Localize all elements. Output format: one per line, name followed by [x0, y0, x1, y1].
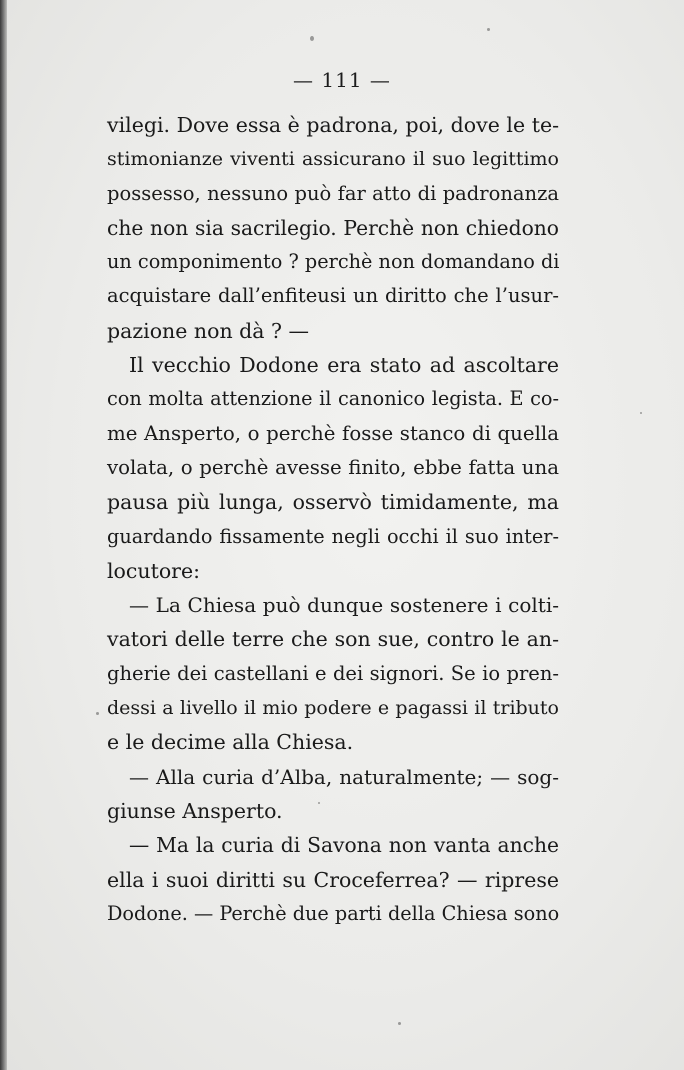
text-line: gherie dei castellani e dei signori. Se io pren-: [107, 661, 559, 685]
text-line: volata, o perchè avesse finito, ebbe fatta una: [107, 455, 559, 479]
text-line: dessi a livello il mio podere e pagassi il tributo: [107, 697, 559, 720]
text-line: vatori delle terre che son sue, contro le an-: [107, 627, 559, 652]
text-line: — Ma la curia di Savona non vanta anche: [129, 833, 559, 858]
text-line: guardando fissamente negli occhi il suo inter-: [107, 524, 559, 548]
paper-speck: [310, 36, 314, 41]
paper-speck: [487, 28, 490, 31]
text-line: Dodone. — Perchè due parti della Chiesa sono: [107, 901, 560, 925]
text-line: — Alla curia d’Alba, naturalmente; — sog-: [129, 764, 559, 789]
paper-speck: [640, 412, 642, 414]
text-line: acquistare dall’enfiteusi un diritto che l’usur-: [107, 284, 559, 308]
text-line: stimonianze viventi assicurano il suo legittimo: [107, 148, 559, 171]
text-line: con molta attenzione il canonico legista. E co-: [107, 387, 559, 411]
page-number: — 111 —: [293, 68, 391, 92]
text-line: vilegi. Dove essa è padrona, poi, dove le te-: [107, 113, 559, 137]
paper-speck: [398, 1022, 401, 1025]
binding-edge: [0, 0, 7, 1070]
paper-speck: [96, 712, 99, 715]
text-line: un componimento ? perchè non domandano di: [107, 250, 560, 274]
text-line: giunse Ansperto.: [107, 798, 283, 823]
text-line: e le decime alla Chiesa.: [107, 730, 354, 755]
paper-speck: [318, 802, 320, 804]
text-line: me Ansperto, o perchè fosse stanco di quella: [107, 421, 559, 445]
text-line: che non sia sacrilegio. Perchè non chiedono: [107, 215, 559, 240]
text-line: pausa più lunga, osservò timidamente, ma: [107, 490, 559, 515]
text-line: possesso, nessuno può far atto di padronanza: [107, 181, 559, 205]
text-line: locutore:: [107, 558, 201, 583]
text-line: Il vecchio Dodone era stato ad ascoltare: [129, 353, 559, 378]
text-line: pazione non dà ? —: [107, 318, 310, 343]
text-line: ella i suoi diritti su Croceferrea? — riprese: [107, 867, 559, 892]
text-line: — La Chiesa può dunque sostenere i colti-: [129, 593, 559, 618]
body-text: [107, 108, 559, 931]
